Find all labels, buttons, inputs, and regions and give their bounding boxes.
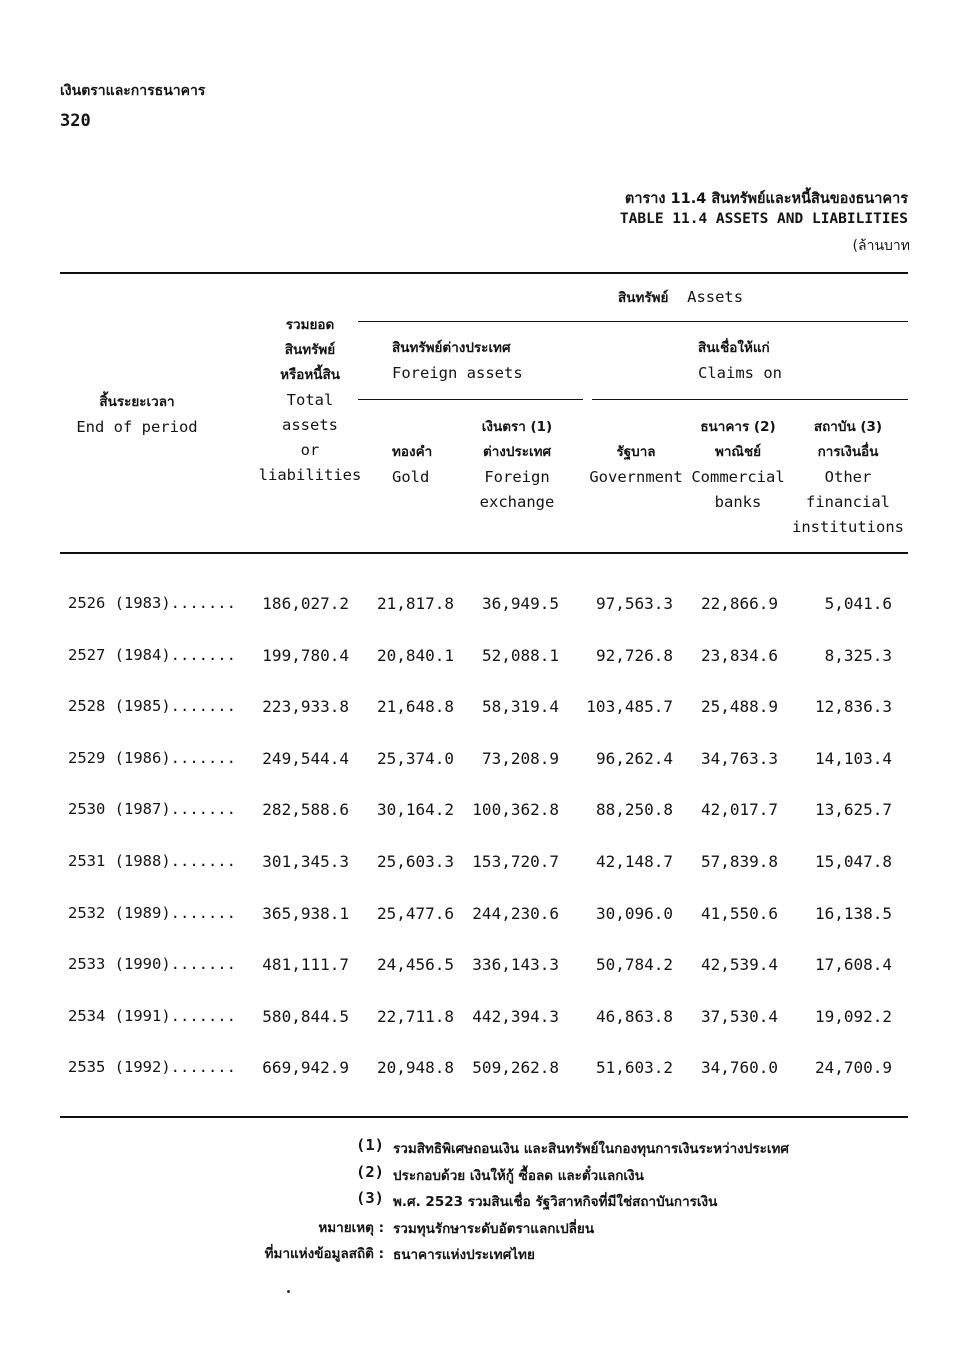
gold-cell: 24,456.5 (376, 955, 454, 975)
other-institutions-cell: 12,836.3 (814, 697, 892, 717)
assets-header: สินทรัพย์ Assets (618, 288, 744, 306)
other-institutions-cell: 13,625.7 (814, 800, 892, 820)
government-cell: 30,096.0 (595, 903, 673, 923)
fx-cell: 336,143.3 (472, 955, 559, 975)
fx-cell: 100,362.8 (472, 800, 559, 820)
other-institutions-cell: 8,325.3 (824, 645, 892, 665)
fx-cell: 58,319.4 (481, 697, 559, 717)
government-cell: 92,726.8 (595, 645, 673, 665)
gold-cell: 20,948.8 (376, 1058, 454, 1078)
fx-cell: 36,949.5 (481, 594, 559, 613)
period-cell: 2527 (1984)....... (68, 645, 236, 664)
other-institutions-cell: 17,608.4 (814, 955, 892, 975)
other-institutions-cell: 15,047.8 (814, 852, 892, 871)
header-bottom-rule (60, 552, 908, 554)
fx-cell: 153,720.7 (472, 852, 559, 871)
period-cell: 2530 (1987)....... (68, 800, 236, 819)
table-bottom-rule (60, 1116, 908, 1118)
gold-cell: 25,374.0 (376, 748, 454, 768)
commercial-banks-cell: 34,760.0 (700, 1058, 778, 1078)
government-column-header: รัฐบาล Government (589, 444, 683, 486)
gold-cell: 22,711.8 (376, 1006, 454, 1026)
unit-label: (ล้านบาท (852, 238, 910, 254)
gold-cell: 25,603.3 (376, 852, 454, 871)
total-cell: 249,544.4 (262, 748, 349, 768)
footnote-label: (1) (356, 1136, 384, 1154)
commercial-banks-cell: 37,530.4 (700, 1006, 778, 1026)
footnote-label: (2) (356, 1162, 384, 1181)
fx-cell: 442,394.3 (472, 1006, 559, 1026)
other-institutions-cell: 16,138.5 (814, 903, 892, 923)
government-cell: 88,250.8 (595, 800, 673, 820)
total-cell: 580,844.5 (262, 1006, 349, 1026)
total-cell: 223,933.8 (262, 697, 349, 717)
period-cell: 2526 (1983)....... (68, 594, 236, 612)
government-cell: 51,603.2 (595, 1058, 673, 1078)
government-cell: 103,485.7 (586, 697, 673, 717)
claims-on-header: สินเชื่อให้แก่ Claims on (698, 340, 782, 382)
foreign-assets-rule (358, 399, 583, 400)
foreign-assets-header: สินทรัพย์ต่างประเทศ Foreign assets (392, 340, 523, 382)
gold-cell: 21,648.8 (376, 697, 454, 717)
period-cell: 2528 (1985)....... (68, 697, 236, 716)
page-number: 320 (60, 111, 91, 131)
commercial-banks-column-header: ธนาคาร (2) พาณิชย์ Commercial banks (691, 419, 785, 511)
period-cell: 2534 (1991)....... (68, 1006, 236, 1025)
footnote-text: พ.ศ. 2523 รวมสินเชื่อ รัฐวิสาหกิจที่มีใช่สถาบันการเงิน (393, 1194, 718, 1210)
total-cell: 365,938.1 (262, 903, 349, 923)
table-title-english: TABLE 11.4 ASSETS AND LIABILITIES (619, 211, 908, 227)
period-cell: 2531 (1988)....... (68, 852, 236, 870)
table-title-thai: ตาราง 11.4 สินทรัพย์และหนี้สินของธนาคาร (624, 191, 908, 207)
other-institutions-cell: 5,041.6 (824, 594, 892, 613)
top-rule (60, 272, 908, 274)
period-column-header: สิ้นระยะเวลา End of period (76, 394, 198, 436)
gold-cell: 25,477.6 (376, 903, 454, 923)
other-institutions-cell: 19,092.2 (814, 1006, 892, 1026)
total-cell: 186,027.2 (262, 594, 349, 613)
stray-dot (287, 1290, 290, 1293)
page-header: เงินตราและการธนาคาร (60, 83, 206, 99)
period-cell: 2532 (1989)....... (68, 903, 236, 922)
total-cell: 301,345.3 (262, 852, 349, 871)
government-cell: 97,563.3 (595, 594, 673, 613)
footnote-label: (3) (356, 1189, 384, 1207)
footnote-text: รวมสิทธิพิเศษถอนเงิน และสินทรัพย์ในกองทุนการเงินระหว่างประเทศ (393, 1141, 789, 1157)
total-cell: 669,942.9 (262, 1058, 349, 1078)
commercial-banks-cell: 57,839.8 (700, 852, 778, 871)
period-cell: 2533 (1990)....... (68, 955, 236, 974)
gold-cell: 20,840.1 (376, 645, 454, 665)
footnote-text: ประกอบด้วย เงินให้กู้ ซื้อลด และตั๋วแลกเงิน (393, 1167, 644, 1184)
fx-cell: 73,208.9 (481, 748, 559, 768)
government-cell: 46,863.8 (595, 1006, 673, 1026)
footnote-text: รวมทุนรักษาระดับอัตราแลกเปลี่ยน (393, 1220, 595, 1237)
fx-column-header: เงินตรา (1) ต่างประเทศ Foreign exchange (479, 419, 555, 511)
other-institutions-cell: 24,700.9 (814, 1058, 892, 1078)
period-cell: 2535 (1992)....... (68, 1058, 236, 1077)
claims-rule (592, 399, 908, 400)
total-cell: 199,780.4 (262, 645, 349, 665)
period-cell: 2529 (1986)....... (68, 748, 236, 767)
footnote-text: ธนาคารแห่งประเทศไทย (393, 1247, 535, 1263)
commercial-banks-cell: 23,834.6 (700, 645, 778, 665)
commercial-banks-cell: 42,539.4 (700, 955, 778, 975)
footnote-label: ที่มาแห่งข้อมูลสถิติ : (264, 1246, 384, 1262)
commercial-banks-cell: 42,017.7 (700, 800, 778, 820)
fx-cell: 244,230.6 (472, 903, 559, 923)
government-cell: 42,148.7 (595, 852, 673, 871)
footnote-label: หมายเหตุ : (318, 1219, 384, 1236)
gold-column-header: ทองคำ Gold (392, 444, 433, 486)
other-institutions-cell: 14,103.4 (814, 748, 892, 768)
total-cell: 282,588.6 (262, 800, 349, 820)
total-cell: 481,111.7 (262, 955, 349, 975)
gold-cell: 30,164.2 (376, 800, 454, 820)
commercial-banks-cell: 41,550.6 (700, 903, 778, 923)
commercial-banks-cell: 25,488.9 (700, 697, 778, 717)
total-column-header: รวมยอด สินทรัพย์ หรือหนี้สิน Total assets or liabilities (258, 317, 362, 484)
commercial-banks-cell: 22,866.9 (700, 594, 778, 613)
other-institutions-column-header: สถาบัน (3) การเงินอื่น Other financial institutions (792, 419, 904, 536)
government-cell: 96,262.4 (595, 748, 673, 768)
assets-rule (358, 321, 908, 322)
government-cell: 50,784.2 (595, 955, 673, 975)
fx-cell: 52,088.1 (481, 645, 559, 665)
commercial-banks-cell: 34,763.3 (700, 748, 778, 768)
fx-cell: 509,262.8 (472, 1058, 559, 1078)
gold-cell: 21,817.8 (376, 594, 454, 613)
